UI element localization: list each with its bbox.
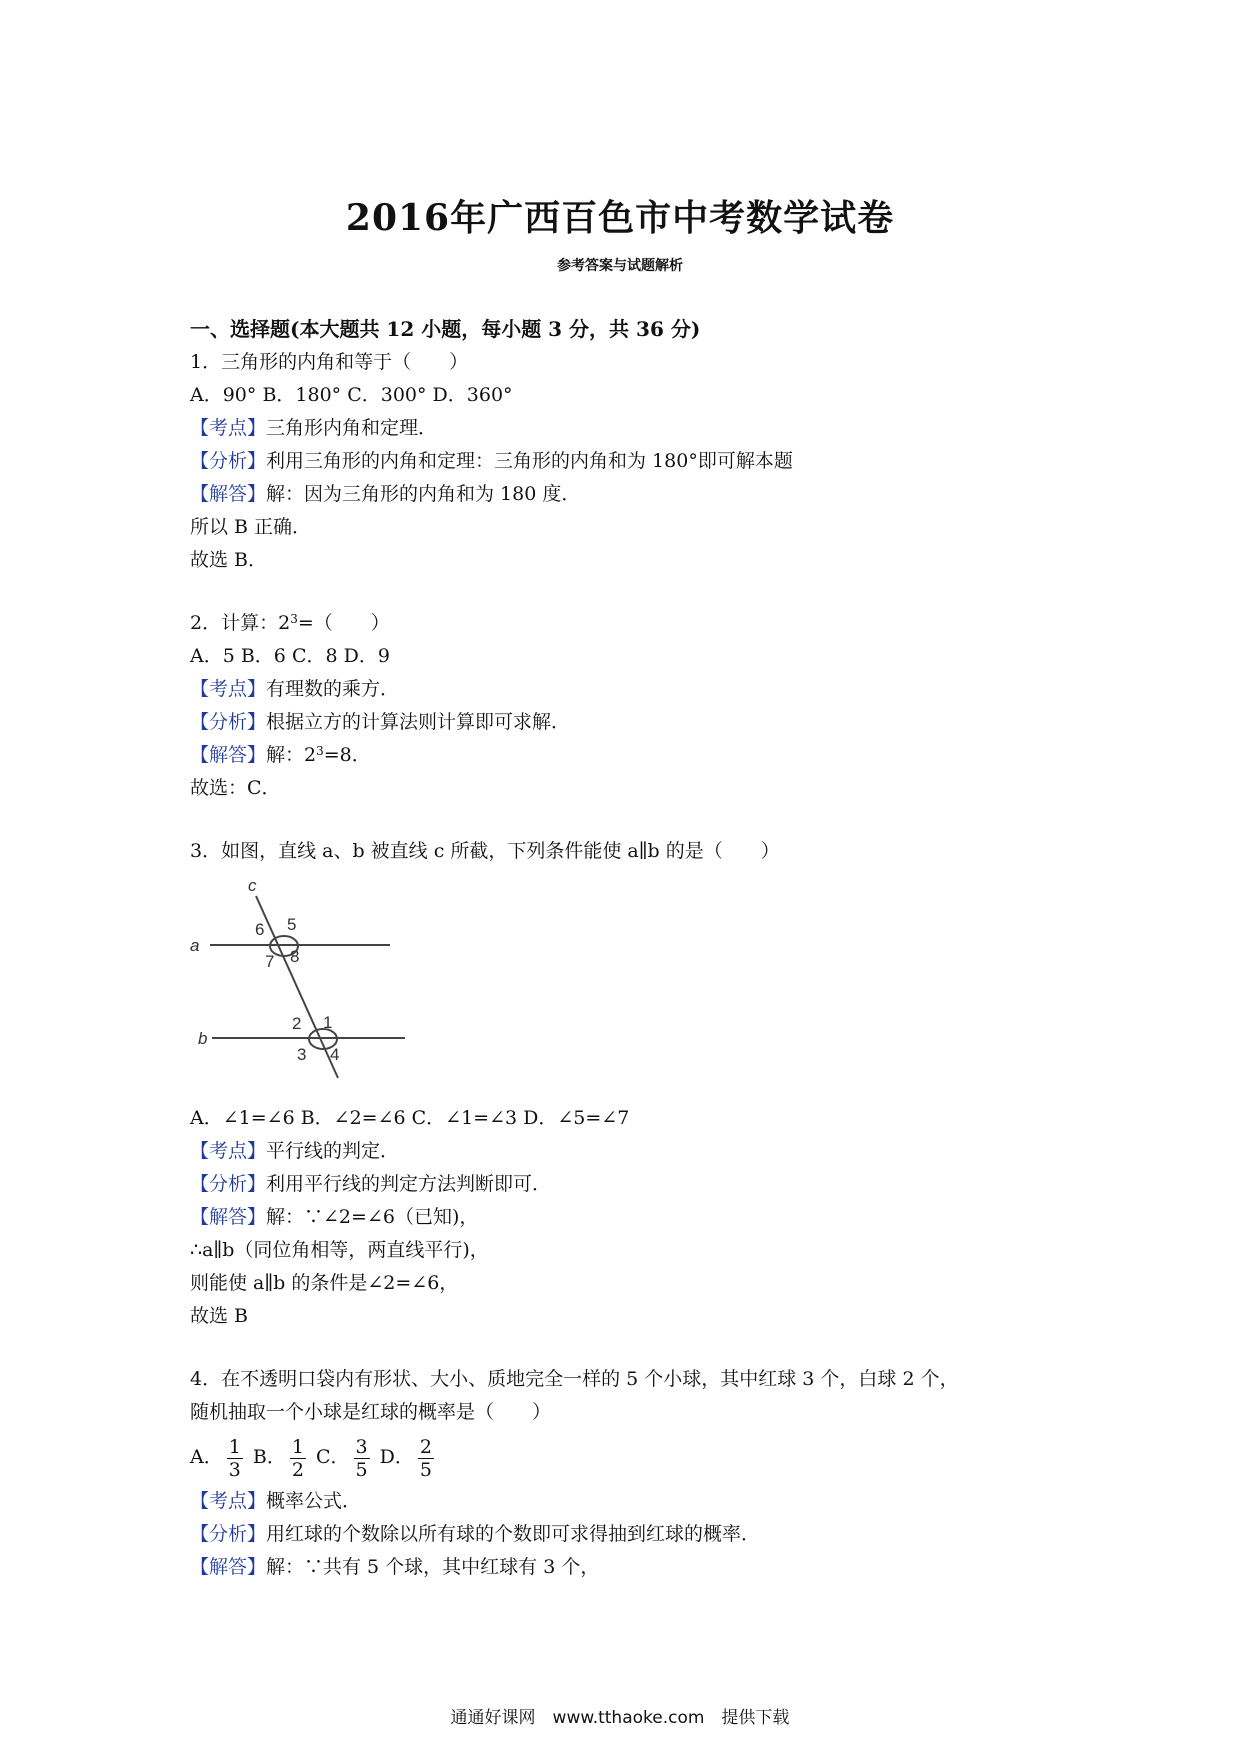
kaodian-tag: 【考点】: [190, 1490, 267, 1512]
option-c-fraction: [354, 1436, 370, 1481]
q2-stem: [190, 607, 1090, 640]
angle-8: 8: [290, 947, 300, 966]
section-heading: 一、选择题(本大题共 12 小题，每小题 3 分，共 36 分): [190, 317, 701, 341]
q4-stem-2: 随机抽取一个小球是红球的概率是（ ）: [190, 1401, 552, 1423]
q4-jieda: [190, 1551, 1090, 1584]
question-4: [190, 1363, 1090, 1584]
angle-7: 7: [265, 952, 275, 971]
denominator: 5: [419, 1458, 432, 1481]
kaodian-text: 平行线的判定．: [266, 1140, 400, 1162]
fenxi-tag: 【分析】: [190, 1523, 267, 1545]
label-b: b: [198, 1029, 208, 1048]
numerator: 1: [291, 1435, 304, 1458]
kaodian-text: 概率公式．: [266, 1490, 362, 1512]
q1-line3: 故选 B．: [190, 549, 268, 571]
jieda-text: 解：∵∠2=∠6（已知)，: [266, 1206, 479, 1228]
option-a-label: A．: [190, 1446, 223, 1468]
q2-jieda: [190, 739, 1090, 772]
question-3: [190, 835, 1090, 1333]
q1-fenxi: [190, 445, 1090, 478]
q4-stem-1: 4．在不透明口袋内有形状、大小、质地完全一样的 5 个小球，其中红球 3 个，白球 2 个，: [190, 1368, 959, 1390]
denominator: 2: [291, 1458, 304, 1481]
parallel-lines-figure: [190, 874, 430, 1094]
numerator: 2: [419, 1435, 432, 1458]
angle-6: 6: [255, 920, 265, 939]
question-1: [190, 346, 1090, 577]
q2-stem-exponent: 3: [290, 612, 298, 626]
kaodian-text: 有理数的乘方．: [266, 678, 400, 700]
page-subtitle: 参考答案与试题解析: [557, 258, 683, 274]
q2-jieda-pre: 解：2: [266, 744, 317, 766]
fenxi-tag: 【分析】: [190, 711, 267, 733]
fenxi-tag: 【分析】: [190, 1173, 267, 1195]
fenxi-tag: 【分析】: [190, 450, 267, 472]
fenxi-text: 利用平行线的判定方法判断即可．: [266, 1173, 552, 1195]
q4-kaodian: [190, 1485, 1090, 1518]
fenxi-text: 根据立方的计算法则计算即可求解．: [266, 711, 571, 733]
q3-line4: 故选 B: [190, 1305, 249, 1327]
q1-jieda: [190, 478, 1090, 511]
angle-1: 1: [323, 1013, 333, 1032]
option-d-fraction: [418, 1436, 434, 1481]
q2-stem-post: =（ ）: [297, 612, 390, 634]
page-title: 2016年广西百色市中考数学试卷: [345, 197, 895, 239]
fenxi-text: 利用三角形的内角和定理：三角形的内角和为 180°即可解本题: [266, 450, 793, 472]
jieda-text: 解：∵共有 5 个球，其中红球有 3 个，: [266, 1556, 600, 1578]
q2-jieda-post: =8．: [323, 744, 371, 766]
kaodian-tag: 【考点】: [190, 1140, 267, 1162]
q3-line3: 则能使 a∥b 的条件是∠2=∠6，: [190, 1272, 459, 1294]
q2-options: A．5 B．6 C．8 D．9: [190, 645, 390, 667]
label-a: a: [190, 936, 200, 955]
kaodian-text: 三角形内角和定理．: [266, 417, 438, 439]
denominator: 3: [228, 1458, 241, 1481]
option-b-label: B．: [252, 1446, 286, 1468]
angle-4: 4: [330, 1045, 340, 1064]
angle-3: 3: [297, 1045, 307, 1064]
option-c-label: C．: [315, 1446, 350, 1468]
angle-2: 2: [292, 1014, 302, 1033]
jieda-tag: 【解答】: [190, 1556, 267, 1578]
q1-stem: 1．三角形的内角和等于（ ）: [190, 351, 469, 373]
kaodian-tag: 【考点】: [190, 678, 267, 700]
fenxi-text: 用红球的个数除以所有球的个数即可求得抽到红球的概率．: [266, 1523, 761, 1545]
q4-options: [190, 1429, 1090, 1485]
q1-kaodian: [190, 412, 1090, 445]
jieda-tag: 【解答】: [190, 744, 267, 766]
q3-jieda: [190, 1201, 1090, 1234]
denominator: 5: [355, 1458, 368, 1481]
option-b-fraction: [290, 1436, 306, 1481]
q3-stem: 3．如图，直线 a、b 被直线 c 所截，下列条件能使 a∥b 的是（ ）: [190, 840, 780, 862]
q1-options: A．90° B．180° C．300° D．360°: [190, 384, 513, 406]
numerator: 1: [228, 1435, 241, 1458]
label-c: c: [248, 876, 257, 895]
jieda-tag: 【解答】: [190, 1206, 267, 1228]
q3-kaodian: [190, 1135, 1090, 1168]
q3-options: A．∠1=∠6 B．∠2=∠6 C．∠1=∠3 D．∠5=∠7: [190, 1107, 630, 1129]
numerator: 3: [355, 1435, 368, 1458]
q2-kaodian: [190, 673, 1090, 706]
q3-line2: ∴a∥b（同位角相等，两直线平行)，: [190, 1239, 489, 1261]
page-footer: 通通好课网 www.tthaoke.com 提供下载: [450, 1708, 790, 1728]
jieda-text: 解：因为三角形的内角和为 180 度．: [266, 483, 581, 505]
option-a-fraction: [227, 1436, 243, 1481]
q2-jieda-exponent: 3: [316, 744, 324, 758]
angle-5: 5: [287, 915, 297, 934]
kaodian-tag: 【考点】: [190, 417, 267, 439]
content: [190, 313, 1090, 1584]
q2-stem-pre: 2．计算：2: [190, 612, 291, 634]
jieda-tag: 【解答】: [190, 483, 267, 505]
q3-fenxi: [190, 1168, 1090, 1201]
q2-fenxi: [190, 706, 1090, 739]
q2-line2: 故选：C．: [190, 777, 281, 799]
q4-fenxi: [190, 1518, 1090, 1551]
option-d-label: D．: [379, 1446, 414, 1468]
question-2: [190, 607, 1090, 805]
q1-line2: 所以 B 正确．: [190, 516, 312, 538]
